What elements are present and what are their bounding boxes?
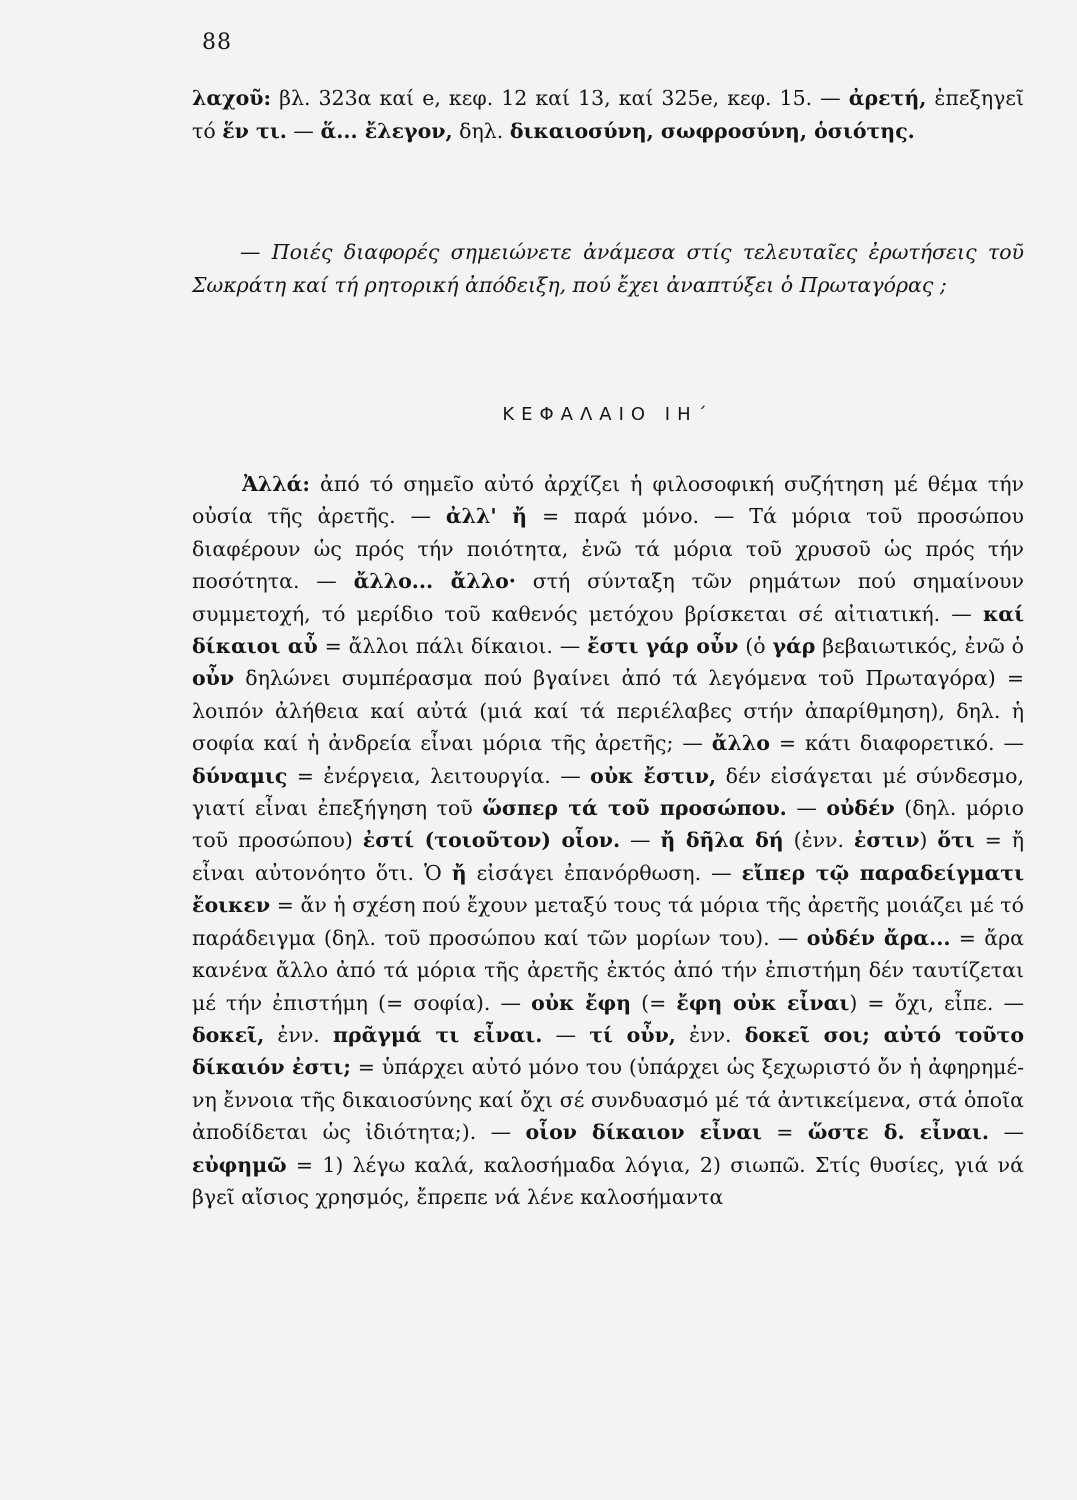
bold-term: λαχοῦ:: [192, 86, 272, 110]
bold-term: γάρ: [772, 634, 816, 659]
text-run: ἐπεξηγεῖ τό: [192, 86, 1025, 143]
bold-term: δύναμις: [192, 763, 288, 788]
bold-term: ἕν τι.: [222, 118, 287, 143]
bold-term: εὐφημῶ: [192, 1152, 287, 1177]
bold-term: οἷον δίκαιον εἶναι: [525, 1120, 762, 1145]
text-run: —: [989, 1120, 1024, 1145]
bold-term: ἄλλο: [711, 731, 770, 756]
text-run: = παρά μόνο. — Τά μόρια τοῦ προσώπου διαφέρουν ὡς πρός τήν ποιότητα, ἐνῶ τά μόρια τοῦ χρυσοῦ ὡς πρός τήν ποσότητα. —: [192, 504, 1025, 594]
text-run: (=: [631, 990, 677, 1015]
bold-term: ἤ: [451, 860, 467, 885]
bold-term: ἀλλ' ἤ: [445, 504, 528, 529]
text-run: (ὁ: [738, 634, 773, 659]
chapter-heading: ΚΕΦΑΛΑΙΟ ΙΗ΄: [502, 404, 714, 425]
bold-term: καί δίκαιοι αὖ: [192, 601, 1024, 659]
text-run: δέν εἰσάγεται μέ σύνδεσμο, γιατί εἶναι ἐπεξήγηση τοῦ: [192, 763, 1024, 821]
text-run: —: [786, 796, 827, 821]
bold-term: οὐδέν ἄρα...: [806, 925, 951, 950]
bold-term: ὥσπερ τά τοῦ προσώπου.: [482, 796, 787, 821]
bold-term: δοκεῖ σοι; αὐτό τοῦτο δίκαιόν ἐστι;: [192, 1022, 1025, 1080]
text-run: —: [542, 1022, 590, 1047]
bold-term: οὐδέν: [826, 796, 895, 821]
text-run: ἀπό τό σημεῖο αὐτό ἀρχίζει ἡ φιλοσοφική συζήτηση μέ θέμα τήν οὐσία τῆς ἀρετῆς. —: [192, 472, 1024, 529]
text-run: = ἤ εἶναι αὐτονόητο ὅτι. Ὁ: [192, 828, 1024, 885]
text-run: (δηλ. μόριο τοῦ προσώπου): [192, 796, 1024, 853]
text-run: βλ. 323α καί e, κεφ. 12 καί 13, καί 325e, κεφ. 15. —: [271, 86, 849, 110]
page-number: 88: [202, 30, 232, 55]
text-run: =: [761, 1120, 808, 1145]
text-run: (ἐνν.: [783, 828, 854, 853]
question-paragraph: — Ποιές διαφορές σημειώνετε ἀνάμεσα στίς τελευταῖες ἐρωτήσεις τοῦ Σωκράτη καί τή ρητορική ἀπόδειξη, πού ἔχει ἀναπτύξει ὁ Πρωταγόρας ;: [192, 240, 1024, 297]
bold-term: οὐκ ἔστιν,: [590, 763, 717, 788]
bold-term: ἐστί (τοιοῦτον) οἷον.: [362, 828, 621, 853]
text-run: ἐνν.: [264, 1022, 333, 1047]
text-run: = ὑπάρχει αὐτό μόνο του (ὑπάρχει ὡς ξεχωριστό ὄν ἡ ἀφηρημένη ἔννοια τῆς δικαιοσύνης καί ὄχι σέ συνδυασμό μέ τά ἀντικείμενα, στά ὁποῖα ἀποδίδεται ὡς ἰδιότητα;). —: [192, 1055, 1025, 1145]
main-paragraph: [192, 468, 1024, 1213]
bold-term: ἤ δῆλα δή: [660, 828, 784, 853]
text-run: = ἄλλοι πάλι δίκαιοι. —: [317, 634, 588, 659]
text-run: —: [620, 828, 661, 853]
text-run: δηλώνει συμπέρασμα πού βγαίνει ἀπό τά λεγόμενα τοῦ Πρωταγόρα) = λοιπόν ἀλήθεια καί αὐτά (μιά καί τά περιέλαβες στήν ἀπαρίθμηση), δηλ. ἡ σοφία καί ἡ ἀνδρεία εἶναι μόρια τῆς ἀρετῆς; —: [192, 666, 1024, 756]
bold-term: εἴπερ τῷ παραδείγματι ἔοικεν: [192, 860, 1025, 918]
bold-term: ἐστιν: [853, 828, 920, 853]
bold-term: τί οὖν,: [589, 1022, 676, 1047]
text-run: = 1) λέγω καλά, καλοσήμαδα λόγια, 2) σιωπῶ. Στίς θυσίες, γιά νά βγεῖ αἴσιος χρησμός, ἔπρεπε νά λένε καλοσήμαντα: [192, 1152, 1024, 1209]
bold-term: οὖν: [192, 666, 235, 691]
text-run: δηλ.: [452, 118, 510, 143]
bold-term: ὅτι: [937, 828, 975, 853]
text-run: = ἄρα κανένα ἄλλο ἀπό τά μόρια τῆς ἀρετῆς ἐκτός ἀπό τήν ἐπιστήμη δέν ταυτίζεται μέ τήν ἐπιστήμη (= σοφία). —: [192, 925, 1025, 1015]
text-run: —: [286, 118, 321, 143]
text-run: = κάτι διαφορετικό. —: [769, 731, 1024, 756]
bold-term: ἅ... ἔλεγον,: [320, 118, 453, 143]
text-run: ) = ὄχι, εἶπε. —: [849, 990, 1024, 1015]
bold-term: οὐκ ἔφη: [531, 990, 632, 1015]
text-run: στή σύνταξη τῶν ρημάτων πού σημαίνουν συμμετοχή, τό μερίδιο τοῦ καθενός μετόχου βρίσκεται σέ αἰτιατική. —: [192, 569, 1024, 626]
bold-term: δοκεῖ,: [192, 1022, 265, 1047]
text-run: ): [919, 828, 938, 853]
text-run: βεβαιωτικός, ἐνῶ ὁ: [815, 634, 1024, 659]
text-run: εἰσάγει ἐπανόρθωση. —: [466, 860, 742, 885]
bold-term: ἀρετή,: [848, 86, 927, 110]
bold-term: ὥστε δ. εἶναι.: [807, 1120, 990, 1145]
text-run: = ἄν ἡ σχέση πού ἔχουν μεταξύ τους τά μόρια τῆς ἀρετῆς μοιάζει μέ τό παράδειγμα (δηλ. τοῦ προσώπου καί τῶν μορίων του). —: [192, 893, 1024, 950]
top-paragraph: [192, 82, 1024, 148]
bold-term: ἄλλο... ἄλλο·: [353, 569, 516, 594]
bold-term: πρᾶγμά τι εἶναι.: [332, 1022, 543, 1047]
text-run: ἐνν.: [675, 1022, 745, 1047]
bold-term: ἔστι γάρ οὖν: [587, 634, 739, 659]
bold-term: δικαιοσύνη, σωφροσύνη, ὁσιότης.: [509, 118, 915, 143]
bold-term: ἔφη οὐκ εἶναι: [676, 990, 850, 1015]
bold-term: Ἀλλά:: [242, 472, 310, 496]
text-run: = ἐνέργεια, λειτουργία. —: [287, 763, 591, 788]
